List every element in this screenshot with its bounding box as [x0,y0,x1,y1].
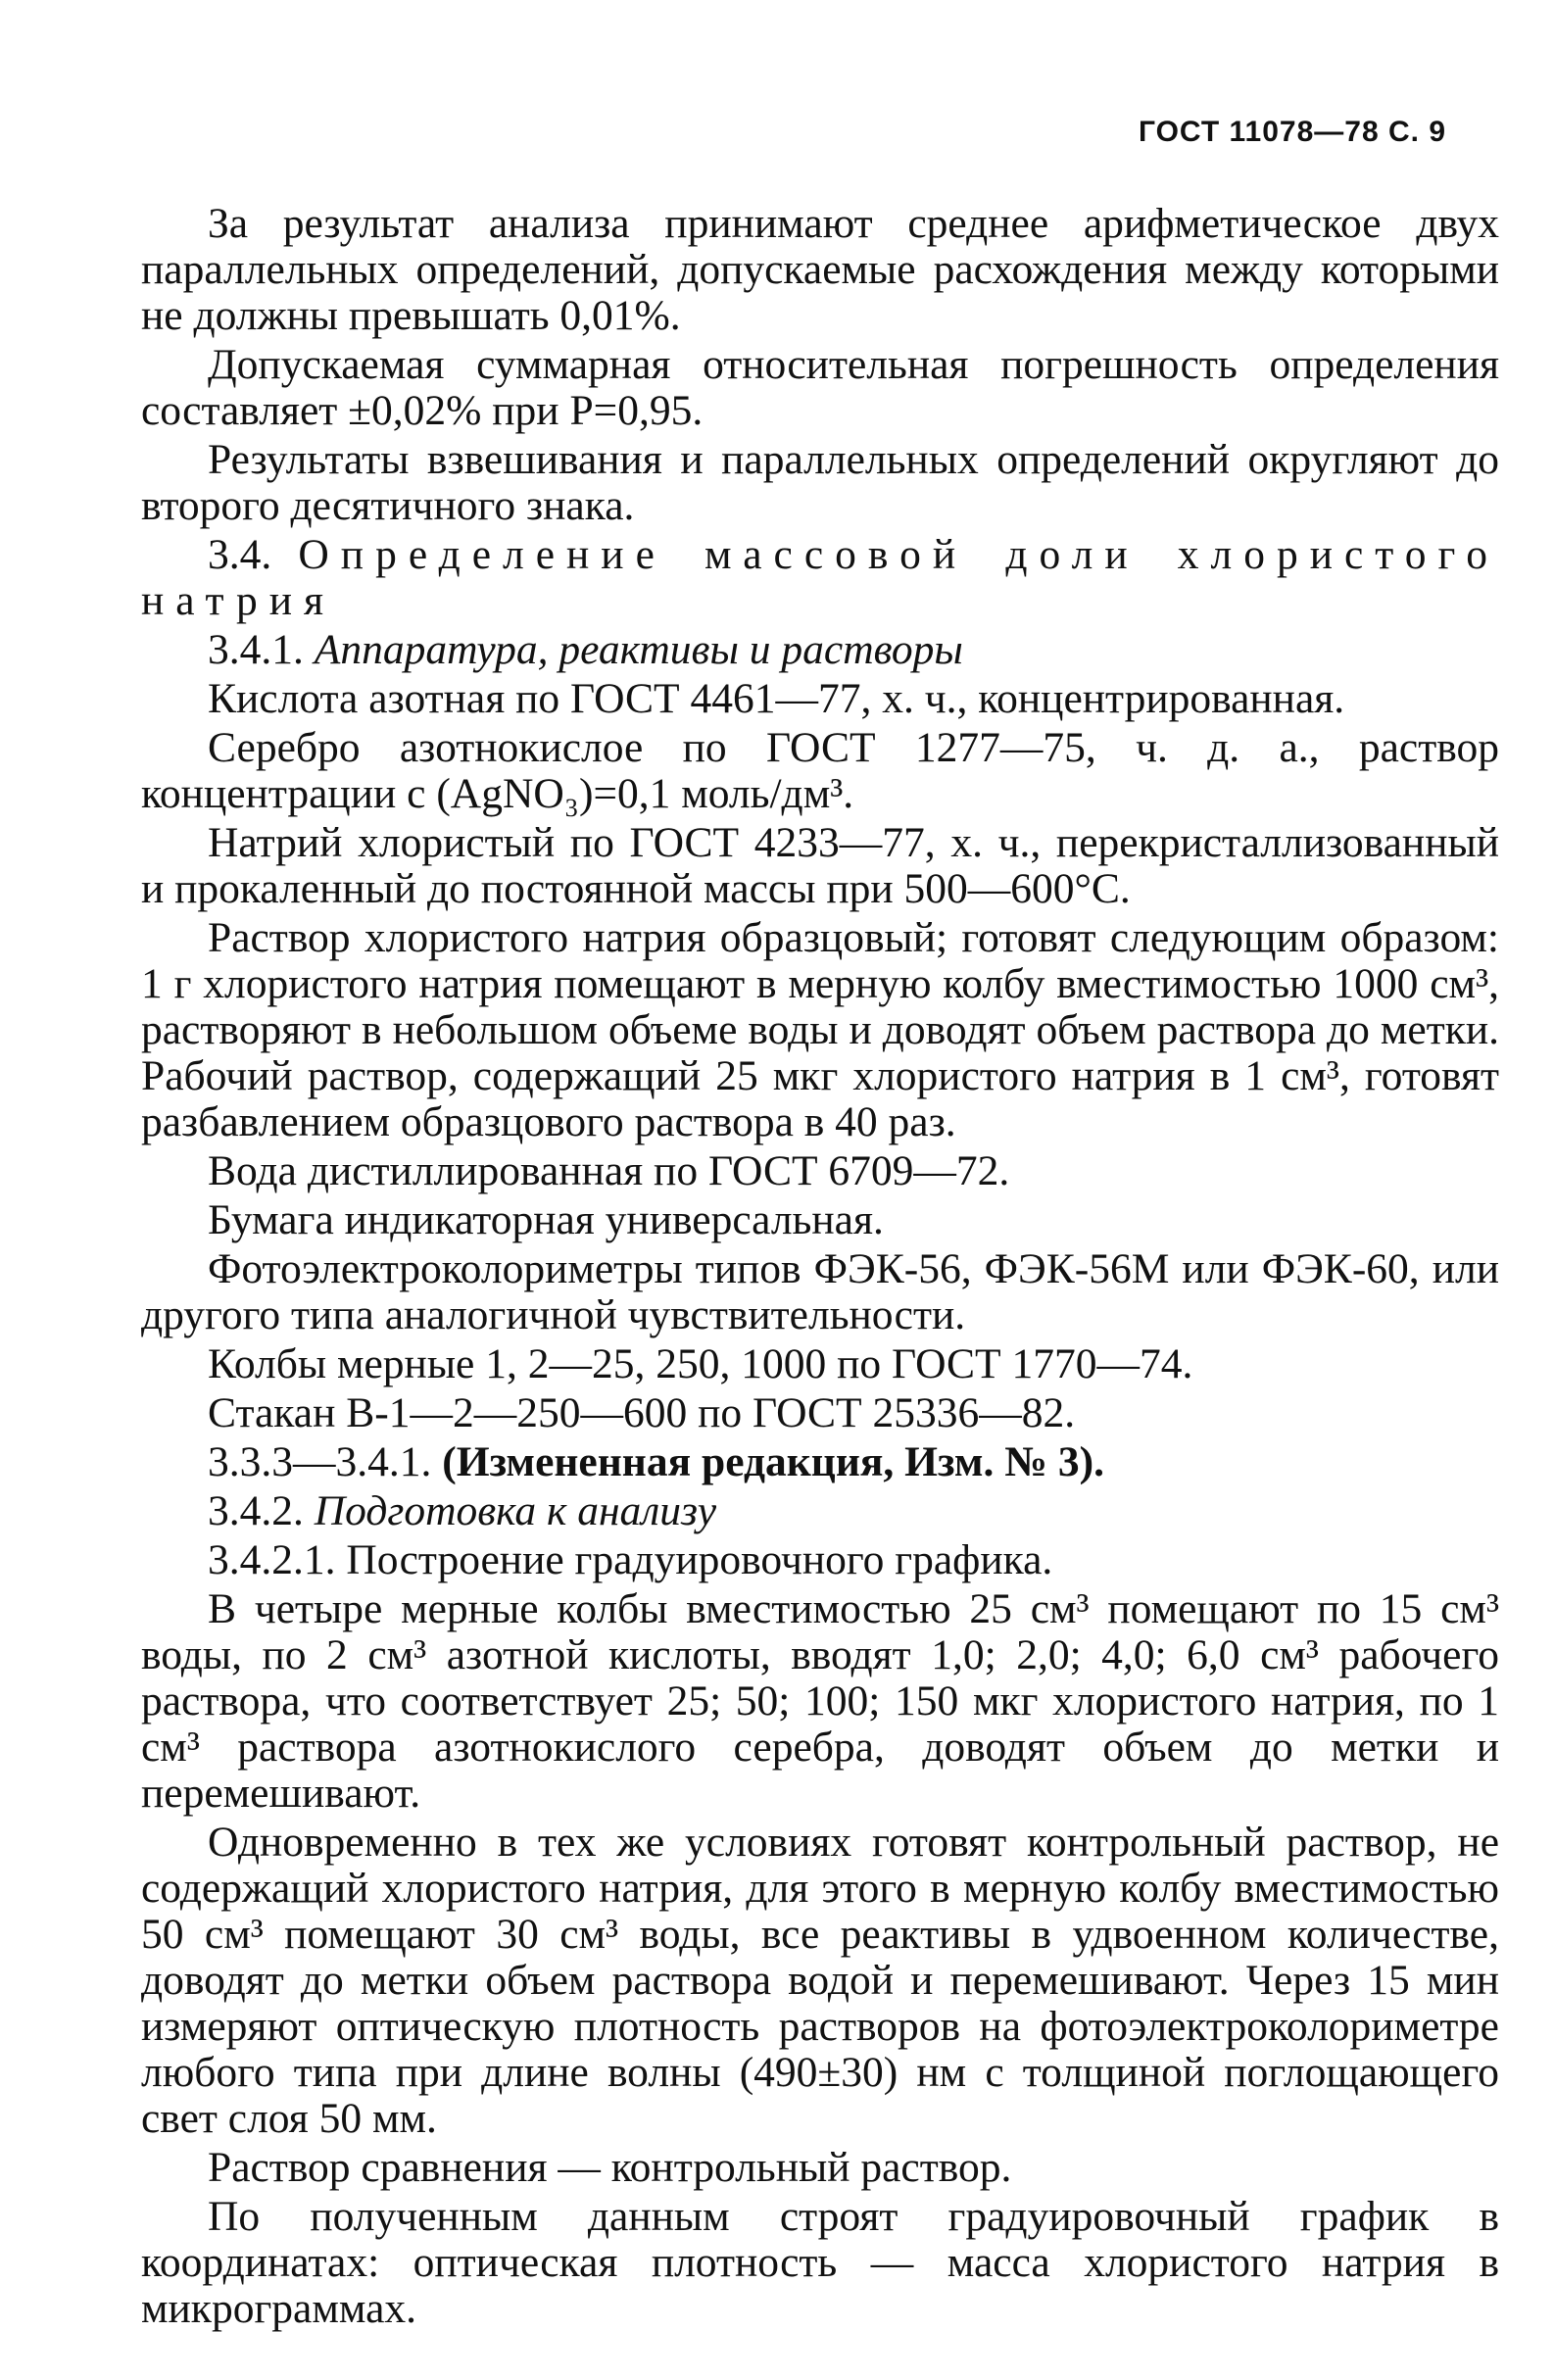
subsection-title: Подготовка к анализу [314,1487,717,1534]
paragraph: Серебро азотнокислое по ГОСТ 1277—75, ч. д. а., раствор концентрации c (AgNO₃)=0,1 моль/дм³. [141,724,1499,817]
revision-note [141,1439,1499,1485]
subsection-number: 3.4.1. [208,626,304,673]
paragraph: Фотоэлектроколориметры типов ФЭК-56, ФЭК-56М или ФЭК-60, или другого типа аналогичной чувствительности. [141,1245,1499,1338]
paragraph: Вода дистиллированная по ГОСТ 6709—72. [208,1147,1010,1194]
subsection-heading [141,627,1499,673]
page-header: ГОСТ 11078—78 С. 9 [1138,116,1446,148]
paragraph: Раствор сравнения — контрольный раствор. [208,2144,1012,2191]
paragraph: За результат анализа принимают среднее арифметическое двух параллельных определений, допускаемые расхождения между которыми не должны превышать 0,01%. [141,200,1499,339]
paragraph: 3.4.2.1. Построение градуировочного графика. [208,1536,1053,1583]
paragraph: Одновременно в тех же условиях готовят контрольный раствор, не содержащий хлористого натрия, для этого в мерную колбу вместимостью 50 см³ помещают 30 см³ воды, все реактивы в удвоенном количестве, доводят до метки объем раствора водой и перемешивают. Через 15 мин измеряют оптическую плотность растворов на фотоэлектроколориметре любого типа при длине волны (490±30) нм с толщиной поглощающего свет слоя 50 мм. [141,1819,1499,2142]
paragraph: Колбы мерные 1, 2—25, 250, 1000 по ГОСТ 1770—74. [208,1340,1193,1387]
paragraph: Натрий хлористый по ГОСТ 4233—77, х. ч., перекристаллизованный и прокаленный до постоянной массы при 500—600°С. [141,819,1499,912]
paragraph: Кислота азотная по ГОСТ 4461—77, х. ч., концентрированная. [208,675,1345,722]
section-number: 3.4. [208,531,272,578]
paragraph: По полученным данным строят градуировочный график в координатах: оптическая плотность — масса хлористого натрия в микрограммах. [141,2193,1499,2332]
paragraph: Раствор хлористого натрия образцовый; готовят следующим образом: 1 г хлористого натрия помещают в мерную колбу вместимостью 1000 см³, растворяют в небольшом объеме воды и доводят объем раствора до метки. Рабочий раствор, содержащий 25 мкг хлористого натрия в 1 см³, готовят разбавлением образцового раствора в 40 раз. [141,914,1499,1145]
section-heading [141,532,1499,624]
paragraph: В четыре мерные колбы вместимостью 25 см³ помещают по 15 см³ воды, по 2 см³ азотной кислоты, вводят 1,0; 2,0; 4,0; 6,0 см³ рабочего раствора, что соответствует 25; 50; 100; 150 мкг хлористого натрия, по 1 см³ раствора азотнокислого серебра, доводят объем до метки и перемешивают. [141,1585,1499,1817]
section-title: Определение массовой доли хлористого натрия [141,531,1499,624]
paragraph: Допускаемая суммарная относительная погрешность определения составляет ±0,02% при P=0,95. [141,341,1499,434]
revision-text: (Измененная редакция, Изм. № 3). [442,1438,1104,1485]
document-body [141,201,1499,2335]
paragraph: Стакан В-1—2—250—600 по ГОСТ 25336—82. [208,1389,1076,1436]
revision-number: 3.3.3—3.4.1. [208,1438,432,1485]
subsection-title: Аппаратура, реактивы и растворы [314,626,963,673]
subsection-number: 3.4.2. [208,1487,304,1534]
subsection-heading [141,1488,1499,1534]
paragraph: Результаты взвешивания и параллельных определений округляют до второго десятичного знака. [141,436,1499,529]
paragraph: Бумага индикаторная универсальная. [208,1196,884,1243]
